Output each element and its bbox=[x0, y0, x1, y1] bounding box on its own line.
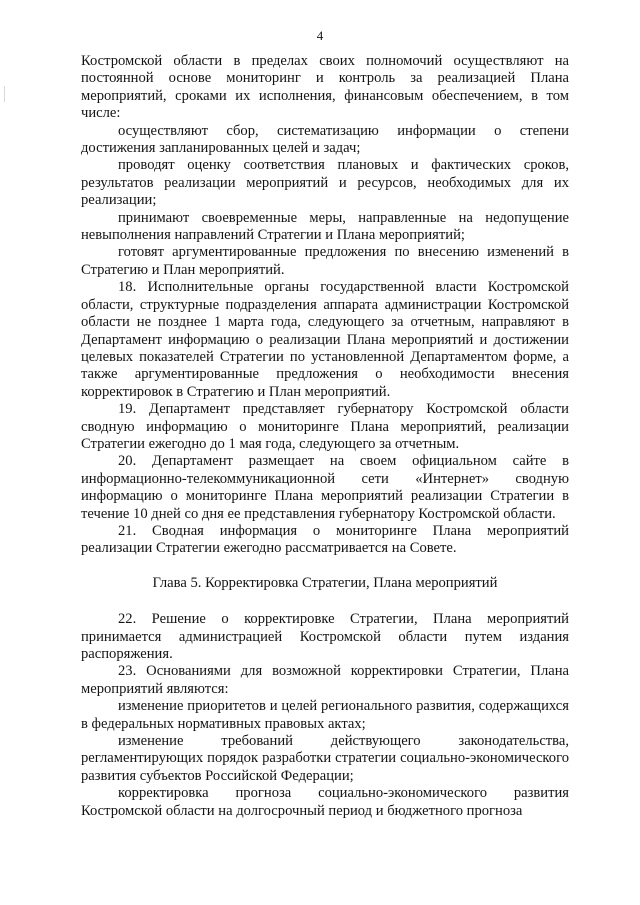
paragraph-list-item: принимают своевременные меры, направленные на недопущение невыполнения направлений Стратегии и Плана мероприятий; bbox=[81, 209, 569, 244]
paragraph-list-item: корректировка прогноза социально-экономического развития Костромской области на долгосрочный период и бюджетного прогноза bbox=[81, 785, 569, 819]
paragraph-18: 18. Исполнительные органы государственной власти Костромской области, структурные подразделения аппарата администрации Костромской области не позднее 1 марта года, следующего за отчетным, направляют в Департамент информацию о реализации Плана мероприятий и достижении целевых показателей Стратегии по установленной Департаментом форме, а также аргументированные предложения о необходимости внесения корректировок в Стратегию и План мероприятий. bbox=[81, 279, 569, 400]
paragraph-20: 20. Департамент размещает на своем официальном сайте в информационно-телекоммуникационной сети «Интернет» сводную информацию о мониторинге Плана мероприятий реализации Стратегии в течение 10 дней со дня ее представления губернатору Костромской области. bbox=[81, 453, 569, 522]
document-body bbox=[81, 53, 569, 820]
paragraph-continuation: Костромской области в пределах своих полномочий осуществляют на постоянной основе мониторинг и контроль за реализацией Плана мероприятий, сроками их исполнения, финансовым обеспечением, в том числе: bbox=[81, 53, 569, 122]
paragraph-23: 23. Основаниями для возможной корректировки Стратегии, Плана мероприятий являются: bbox=[81, 663, 569, 697]
paragraph-21: 21. Сводная информация о мониторинге Плана мероприятий реализации Стратегии ежегодно рассматривается на Совете. bbox=[81, 522, 569, 557]
paragraph-list-item: проводят оценку соответствия плановых и фактических сроков, результатов реализации мероприятий и ресурсов, необходимых для их реализации; bbox=[81, 157, 569, 209]
paragraph-19: 19. Департамент представляет губернатору Костромской области сводную информацию о мониторинге Плана мероприятий, реализации Стратегии ежегодно до 1 мая года, следующего за отчетным. bbox=[81, 401, 569, 452]
margin-mark bbox=[4, 86, 5, 102]
paragraph-list-item: осуществляют сбор, систематизацию информации о степени достижения запланированных целей и задач; bbox=[81, 122, 569, 157]
paragraph-list-item: изменение приоритетов и целей регионального развития, содержащихся в федеральных нормативных правовых актах; bbox=[81, 698, 569, 732]
paragraph-list-item: готовят аргументированные предложения по внесению изменений в Стратегию и План мероприятий. bbox=[81, 244, 569, 278]
chapter-heading: Глава 5. Корректировка Стратегии, Плана мероприятий bbox=[152, 574, 498, 591]
paragraph-list-item: изменение требований действующего законодательства, регламентирующих порядок разработки стратегии социально-экономического развития субъектов Российской Федерации; bbox=[81, 733, 569, 784]
page-number: 4 bbox=[316, 28, 324, 43]
paragraph-22: 22. Решение о корректировке Стратегии, Плана мероприятий принимается администрацией Костромской области путем издания распоряжения. bbox=[81, 611, 569, 662]
